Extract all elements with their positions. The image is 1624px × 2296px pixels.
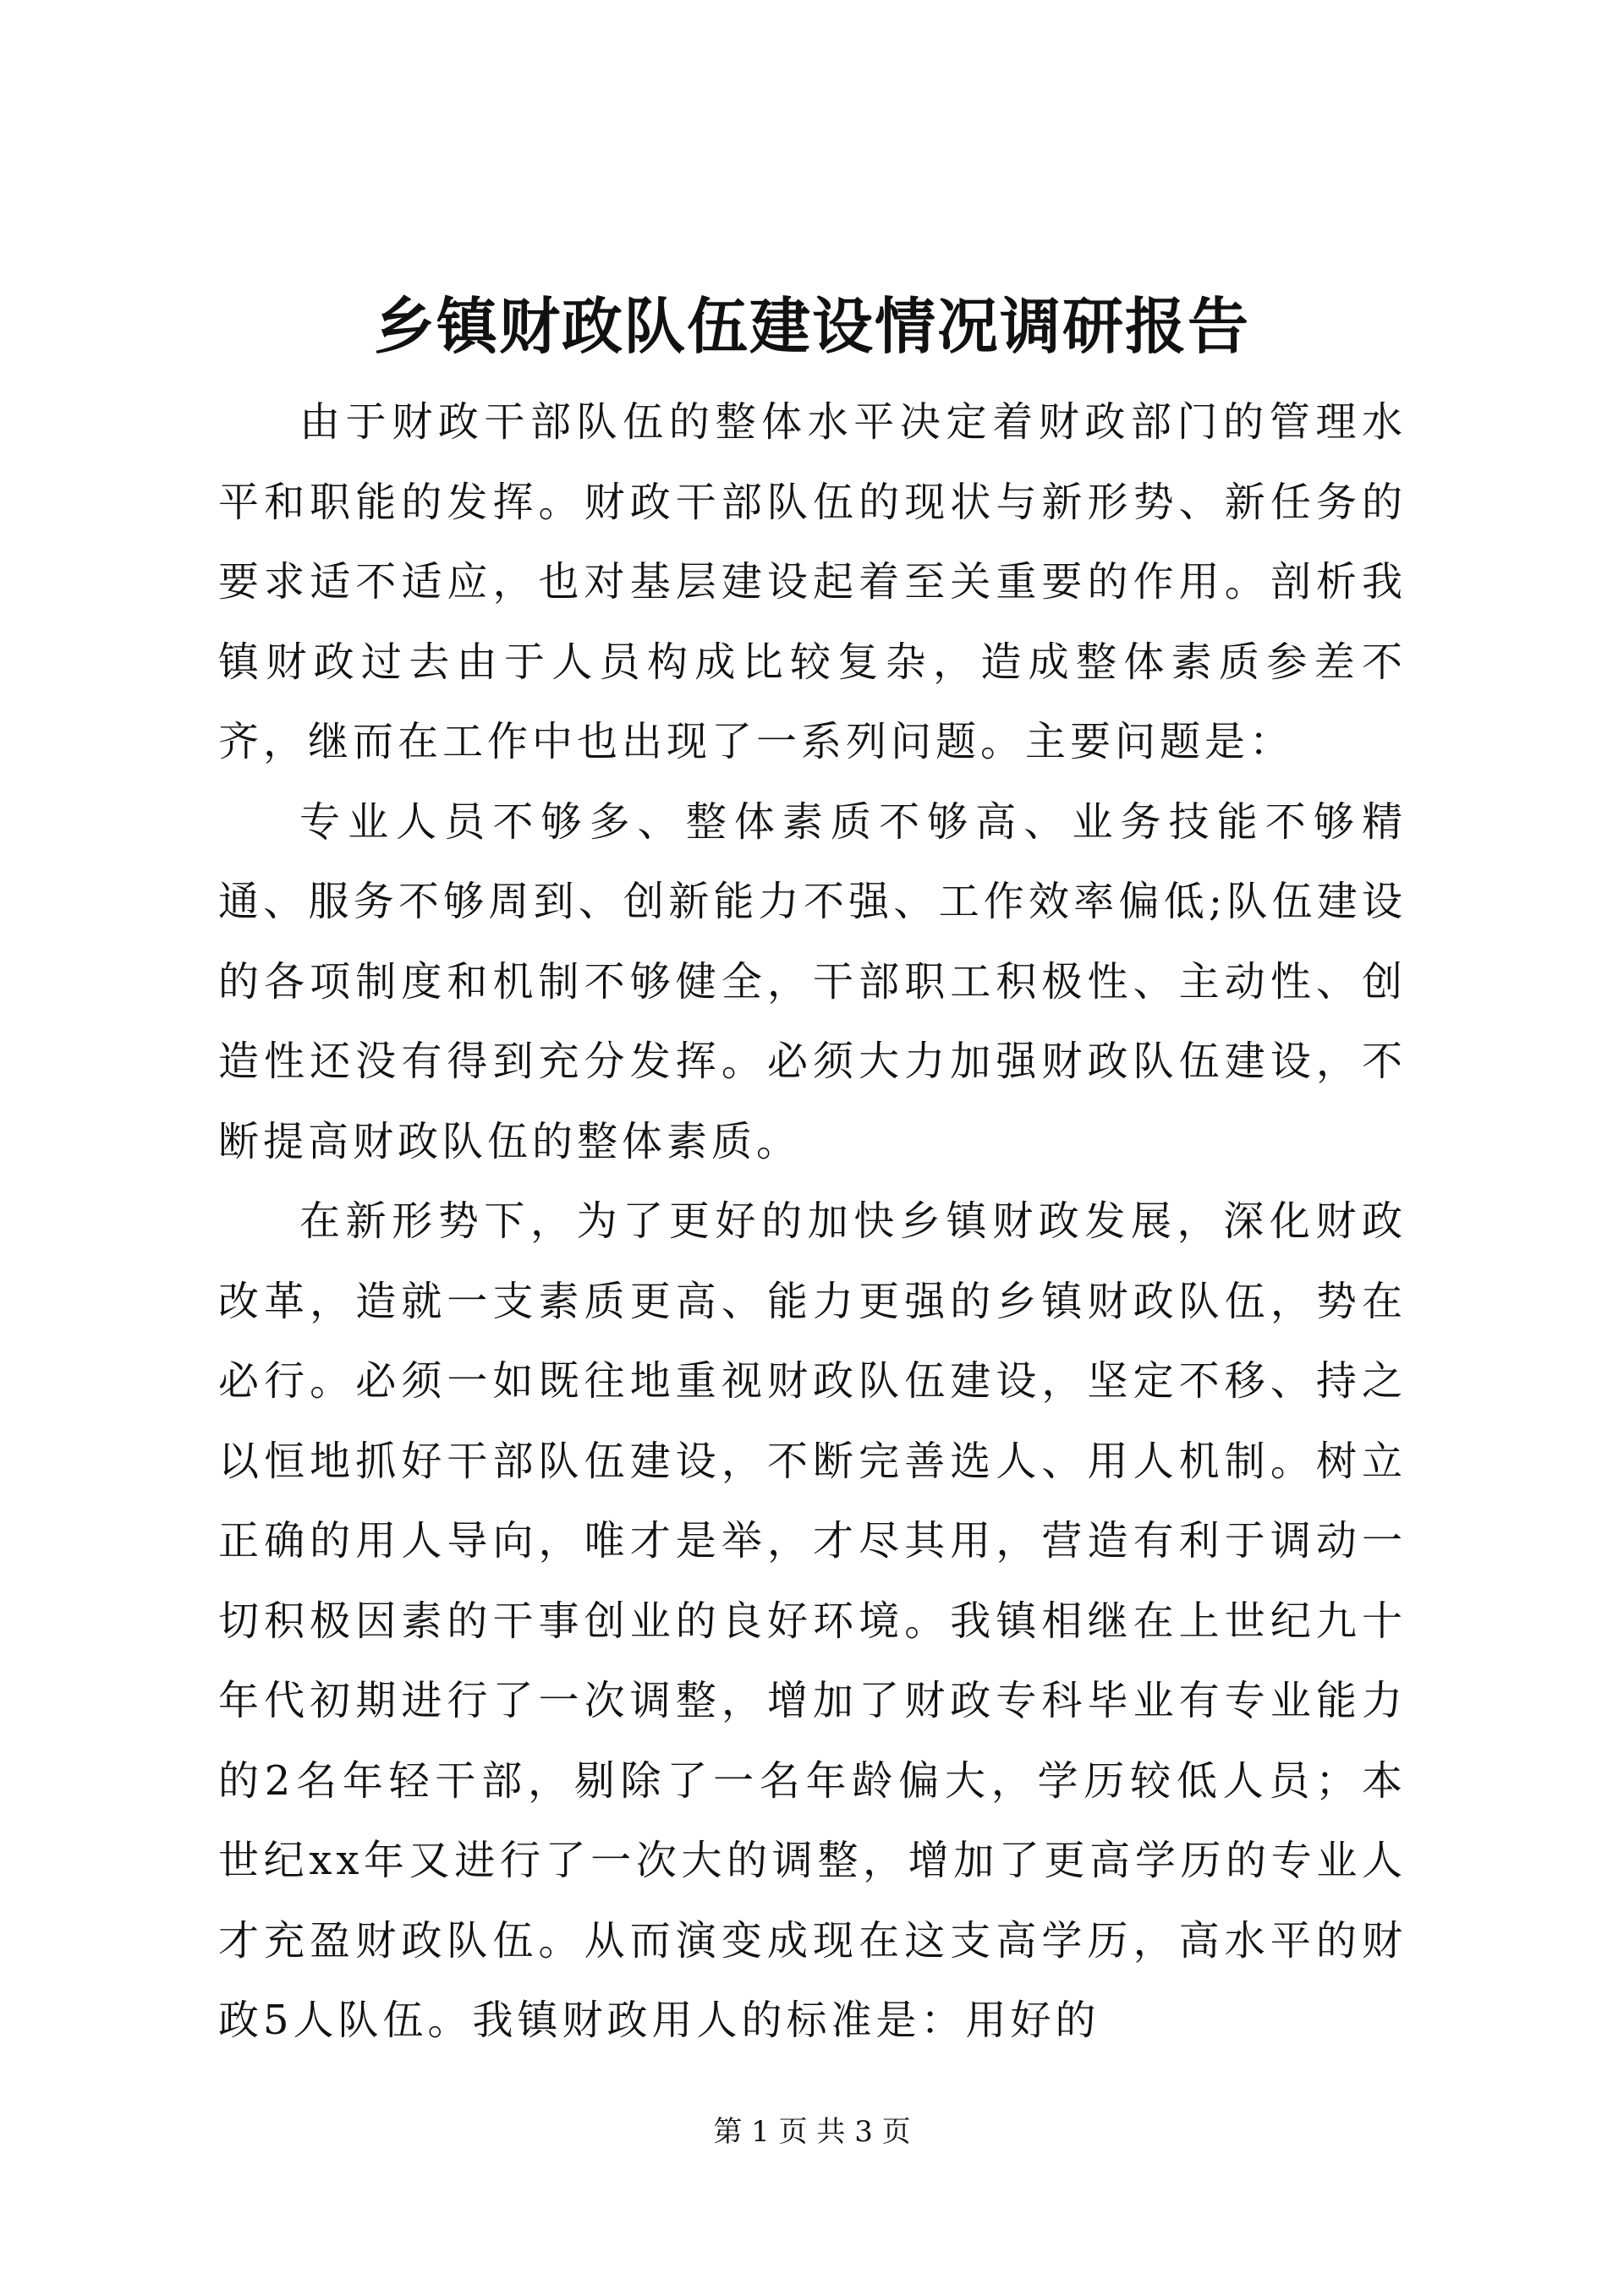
paragraph-1: 由于财政干部队伍的整体水平决定着财政部门的管理水平和职能的发挥。财政干部队伍的现状与新形势、新任务的要求适不适应，也对基层建设起着至关重要的作用。剖析我镇财政过去由于人员构成比较复杂，造成整体素质参差不齐，继而在工作中也出现了一系列问题。主要问题是： bbox=[218, 398, 1407, 765]
document-body bbox=[218, 382, 1407, 2061]
document-title: 乡镇财政队伍建设情况调研报告 bbox=[373, 290, 1250, 362]
paragraph-3: 在新形势下，为了更好的加快乡镇财政发展，深化财政改革，造就一支素质更高、能力更强的乡镇财政队伍，势在必行。必须一如既往地重视财政队伍建设，坚定不移、持之以恒地抓好干部队伍建设，不断完善选人、用人机制。树立正确的用人导向，唯才是举，才尽其用，营造有利于调动一切积极因素的干事创业的良好环境。我镇相继在上世纪九十年代初期进行了一次调整，增加了财政专科毕业有专业能力的2名年轻干部，剔除了一名年龄偏大，学历较低人员；本世纪xx年又进行了一次大的调整，增加了更高学历的专业人才充盈财政队伍。从而演变成现在这支高学历，高水平的财政5人队伍。我镇财政用人的标准是：用好的 bbox=[218, 1197, 1407, 2044]
page-number-footer: 第 1 页 共 3 页 bbox=[713, 2115, 911, 2149]
paragraph-2: 专业人员不够多、整体素质不够高、业务技能不够精通、服务不够周到、创新能力不强、工作效率偏低;队伍建设的各项制度和机制不够健全，干部职工积极性、主动性、创造性还没有得到充分发挥。必须大力加强财政队伍建设，不断提高财政队伍的整体素质。 bbox=[218, 797, 1407, 1165]
